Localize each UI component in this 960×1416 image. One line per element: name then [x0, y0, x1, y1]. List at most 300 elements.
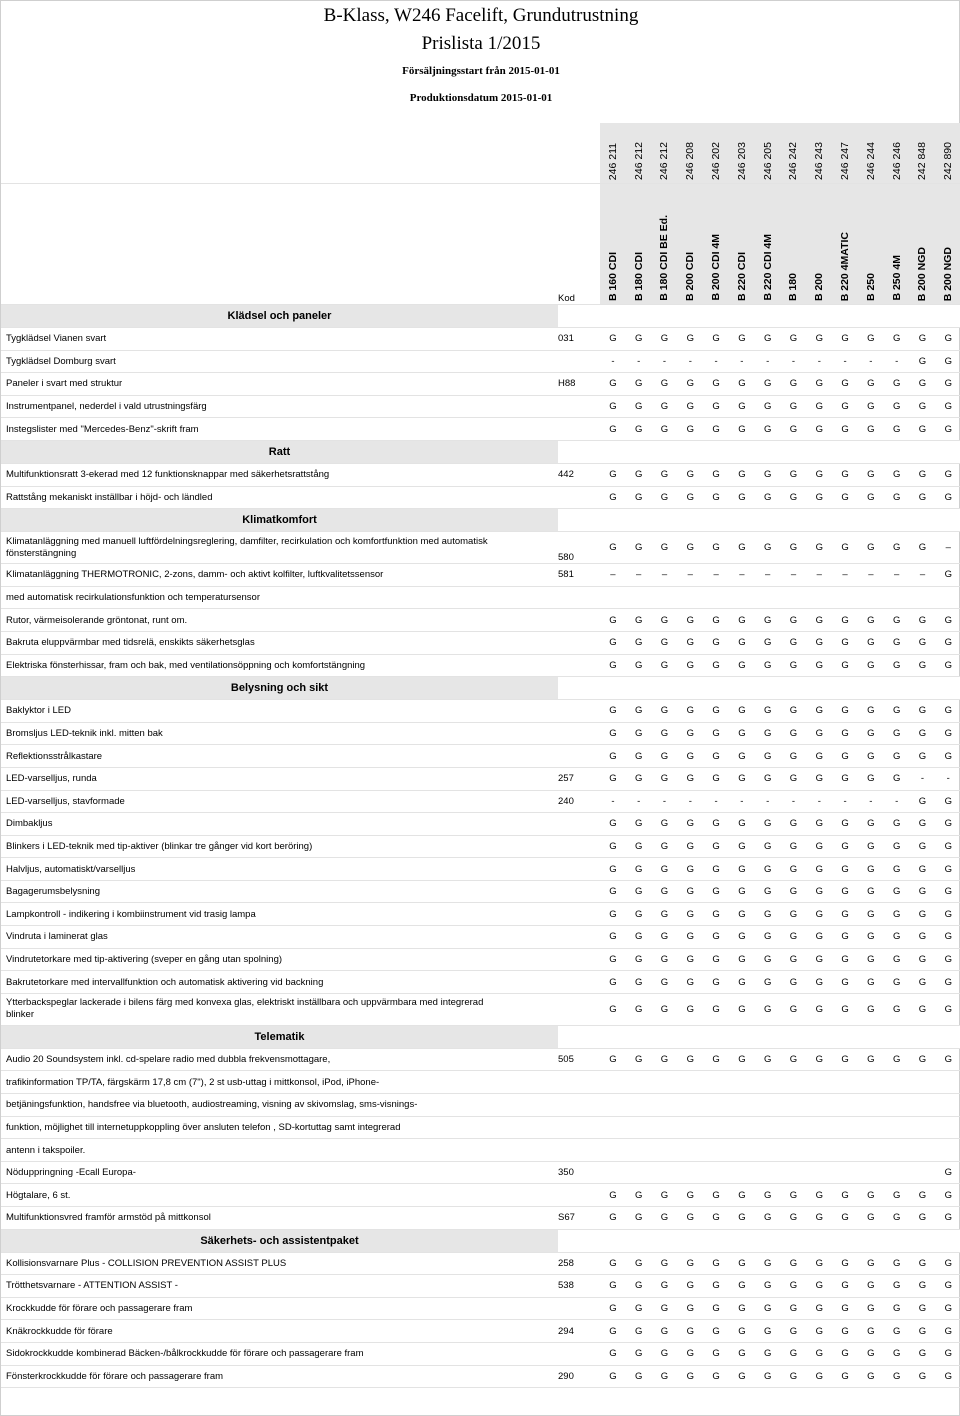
value-cell: G	[884, 835, 910, 858]
value-cell: –	[806, 564, 832, 587]
value-cell: G	[884, 767, 910, 790]
value-cell: G	[832, 1320, 858, 1343]
table-row	[1, 700, 960, 723]
row-kod	[558, 745, 600, 768]
model-name-cell	[677, 184, 703, 305]
value-cell: G	[935, 1342, 960, 1365]
value-cell: G	[935, 948, 960, 971]
section-model-blank	[910, 305, 936, 328]
value-cell: G	[729, 813, 755, 836]
value-cell: G	[806, 858, 832, 881]
value-cell: G	[935, 858, 960, 881]
value-cell: G	[729, 767, 755, 790]
value-cell: G	[781, 813, 807, 836]
value-cell: G	[910, 993, 936, 1025]
row-description: trafikinformation TP/TA, färgskärm 17,8 cm (7"), 2 st usb-uttag i mittkonsol, iPod, iPhone-	[1, 1071, 558, 1094]
row-kod	[558, 858, 600, 881]
value-cell: G	[703, 993, 729, 1025]
value-cell: G	[806, 1297, 832, 1320]
value-cell: G	[677, 373, 703, 396]
value-cell: G	[652, 948, 678, 971]
section-kod-blank	[558, 305, 600, 328]
value-cell: G	[910, 858, 936, 881]
value-cell: G	[858, 631, 884, 654]
value-cell	[703, 1071, 729, 1094]
value-cell: G	[755, 1365, 781, 1388]
table-row	[1, 532, 960, 564]
model-name: B 250 4M	[890, 255, 903, 301]
model-name: B 200 CDI	[684, 251, 697, 301]
value-cell	[858, 1094, 884, 1117]
row-kod	[558, 1297, 600, 1320]
value-cell: G	[806, 903, 832, 926]
value-cell: G	[858, 654, 884, 677]
value-cell	[729, 1161, 755, 1184]
value-cell: G	[652, 1184, 678, 1207]
value-cell: G	[806, 1320, 832, 1343]
section-model-blank	[935, 1229, 960, 1252]
table-row	[1, 1297, 960, 1320]
value-cell: –	[600, 564, 626, 587]
value-cell: G	[832, 1048, 858, 1071]
value-cell: G	[935, 813, 960, 836]
value-cell: G	[703, 1297, 729, 1320]
value-cell: G	[858, 1048, 884, 1071]
row-description: Trötthetsvarnare - ATTENTION ASSIST -	[1, 1275, 558, 1298]
value-cell: G	[677, 1320, 703, 1343]
value-cell: G	[703, 373, 729, 396]
section-kod-blank	[558, 1025, 600, 1048]
value-cell: G	[884, 1320, 910, 1343]
value-cell	[755, 1116, 781, 1139]
section-model-blank	[677, 440, 703, 463]
section-model-blank	[652, 677, 678, 700]
section-model-blank	[806, 1229, 832, 1252]
value-cell	[935, 1116, 960, 1139]
value-cell: G	[832, 1252, 858, 1275]
value-cell: G	[935, 971, 960, 994]
value-cell: G	[729, 1252, 755, 1275]
section-model-blank	[600, 1229, 626, 1252]
value-cell: G	[755, 835, 781, 858]
section-model-blank	[703, 509, 729, 532]
section-model-blank	[652, 1229, 678, 1252]
value-cell: G	[626, 1207, 652, 1230]
table-row	[1, 1048, 960, 1071]
value-cell: G	[884, 1252, 910, 1275]
row-description: Audio 20 Soundsystem inkl. cd-spelare radio med dubbla frekvensmottagare,	[1, 1048, 558, 1071]
value-cell: G	[858, 835, 884, 858]
section-model-blank	[755, 1229, 781, 1252]
value-cell: G	[652, 722, 678, 745]
model-name-cell	[806, 184, 832, 305]
value-cell	[884, 1071, 910, 1094]
value-cell: G	[626, 722, 652, 745]
section-model-blank	[832, 509, 858, 532]
section-model-blank	[884, 509, 910, 532]
section-model-blank	[806, 440, 832, 463]
value-cell: G	[781, 1252, 807, 1275]
section-model-blank	[858, 440, 884, 463]
value-cell: G	[858, 1252, 884, 1275]
value-cell: G	[858, 722, 884, 745]
value-cell	[677, 1139, 703, 1162]
value-cell: G	[652, 395, 678, 418]
value-cell: G	[884, 654, 910, 677]
row-description-line: fönsterstängning	[6, 547, 77, 559]
model-name-cell	[755, 184, 781, 305]
value-cell: G	[652, 1275, 678, 1298]
section-model-blank	[781, 440, 807, 463]
value-cell: G	[729, 373, 755, 396]
value-cell	[755, 1094, 781, 1117]
table-row	[1, 463, 960, 486]
value-cell: -	[677, 790, 703, 813]
value-cell: G	[884, 926, 910, 949]
value-cell: G	[755, 418, 781, 441]
value-cell: G	[806, 418, 832, 441]
value-cell	[677, 1071, 703, 1094]
value-cell: G	[781, 1048, 807, 1071]
model-name-cell	[703, 184, 729, 305]
section-row	[1, 677, 960, 700]
value-cell: G	[858, 463, 884, 486]
table-row	[1, 1139, 960, 1162]
value-cell: G	[935, 1184, 960, 1207]
value-cell: G	[626, 1048, 652, 1071]
value-cell: G	[832, 486, 858, 509]
value-cell: G	[600, 767, 626, 790]
value-cell: G	[884, 395, 910, 418]
value-cell: G	[652, 903, 678, 926]
section-row	[1, 305, 960, 328]
section-row	[1, 509, 960, 532]
value-cell: G	[910, 1342, 936, 1365]
value-cell: G	[626, 1320, 652, 1343]
value-cell: G	[935, 463, 960, 486]
value-cell: –	[677, 564, 703, 587]
value-cell: G	[858, 373, 884, 396]
value-cell: G	[884, 1365, 910, 1388]
value-cell	[910, 1094, 936, 1117]
section-model-blank	[858, 1025, 884, 1048]
table-row	[1, 745, 960, 768]
value-cell: G	[703, 1184, 729, 1207]
value-cell: G	[677, 631, 703, 654]
row-description: antenn i takspoiler.	[1, 1139, 558, 1162]
model-name: B 180 CDI BE Ed.	[658, 215, 671, 301]
section-model-blank	[858, 677, 884, 700]
model-name: B 200 NGD	[916, 246, 929, 301]
value-cell: -	[832, 350, 858, 373]
row-description: Sidokrockkudde kombinerad Bäcken-/bålkrockkudde för förare och passagerare fram	[1, 1342, 558, 1365]
value-cell: G	[755, 328, 781, 351]
value-cell: G	[626, 1342, 652, 1365]
value-cell: G	[600, 926, 626, 949]
section-model-blank	[652, 509, 678, 532]
value-cell: G	[884, 418, 910, 441]
value-cell: -	[703, 350, 729, 373]
model-name: B 180	[787, 272, 800, 301]
value-cell: G	[626, 328, 652, 351]
value-cell: -	[858, 790, 884, 813]
value-cell: G	[626, 609, 652, 632]
value-cell: G	[935, 903, 960, 926]
model-code-cell	[626, 123, 652, 184]
table-row	[1, 858, 960, 881]
value-cell: G	[755, 971, 781, 994]
value-cell: G	[755, 1320, 781, 1343]
value-cell: G	[910, 700, 936, 723]
table-row	[1, 1365, 960, 1388]
section-header: Telematik	[1, 1025, 558, 1048]
row-kod	[558, 722, 600, 745]
row-description: Bagagerumsbelysning	[1, 880, 558, 903]
value-cell: G	[677, 1275, 703, 1298]
table-row	[1, 350, 960, 373]
value-cell	[858, 1139, 884, 1162]
value-cell	[626, 1139, 652, 1162]
model-code-cell	[781, 123, 807, 184]
value-cell: G	[832, 722, 858, 745]
value-cell: G	[781, 1365, 807, 1388]
value-cell: –	[832, 564, 858, 587]
value-cell	[858, 1161, 884, 1184]
model-name-cell	[884, 184, 910, 305]
value-cell	[832, 1139, 858, 1162]
value-cell: G	[832, 654, 858, 677]
row-kod: H88	[558, 373, 600, 396]
value-cell: –	[858, 564, 884, 587]
value-cell: G	[832, 1184, 858, 1207]
value-cell: G	[755, 1048, 781, 1071]
value-cell: G	[600, 631, 626, 654]
value-cell: G	[703, 767, 729, 790]
value-cell: G	[703, 971, 729, 994]
value-cell: G	[755, 395, 781, 418]
row-kod	[558, 631, 600, 654]
row-kod	[558, 350, 600, 373]
value-cell: G	[755, 532, 781, 564]
value-cell: G	[806, 835, 832, 858]
value-cell: G	[910, 1252, 936, 1275]
value-cell: G	[626, 880, 652, 903]
value-cell: G	[884, 700, 910, 723]
section-model-blank	[626, 1025, 652, 1048]
value-cell: G	[858, 328, 884, 351]
value-cell: G	[858, 880, 884, 903]
value-cell: G	[832, 609, 858, 632]
table-row	[1, 835, 960, 858]
value-cell	[626, 1161, 652, 1184]
model-code: 246 208	[684, 142, 697, 180]
value-cell: G	[677, 395, 703, 418]
section-model-blank	[600, 509, 626, 532]
table-row	[1, 373, 960, 396]
section-model-blank	[858, 1229, 884, 1252]
value-cell: G	[677, 1342, 703, 1365]
section-model-blank	[729, 1229, 755, 1252]
value-cell: G	[729, 835, 755, 858]
value-cell: G	[729, 948, 755, 971]
value-cell: G	[806, 631, 832, 654]
model-code-cell	[729, 123, 755, 184]
model-code-cell	[832, 123, 858, 184]
value-cell: G	[806, 532, 832, 564]
value-cell: G	[884, 813, 910, 836]
model-code-cell	[935, 123, 960, 184]
model-name-cell	[935, 184, 960, 305]
value-cell: G	[626, 745, 652, 768]
value-cell: G	[626, 926, 652, 949]
value-cell: G	[677, 903, 703, 926]
value-cell: G	[884, 1184, 910, 1207]
value-cell: G	[858, 926, 884, 949]
value-cell: G	[935, 926, 960, 949]
value-cell: G	[858, 532, 884, 564]
model-name-cell	[858, 184, 884, 305]
value-cell: G	[652, 631, 678, 654]
equipment-table	[1, 123, 960, 1388]
value-cell: G	[806, 971, 832, 994]
value-cell	[703, 1116, 729, 1139]
section-model-blank	[832, 677, 858, 700]
value-cell: G	[832, 373, 858, 396]
value-cell	[806, 1094, 832, 1117]
section-model-blank	[703, 677, 729, 700]
value-cell: G	[884, 1048, 910, 1071]
model-code-cell	[910, 123, 936, 184]
value-cell: G	[652, 1365, 678, 1388]
section-model-blank	[600, 677, 626, 700]
value-cell: G	[755, 880, 781, 903]
value-cell: G	[910, 1275, 936, 1298]
value-cell: G	[626, 993, 652, 1025]
value-cell: G	[677, 971, 703, 994]
production-date: Produktionsdatum 2015-01-01	[409, 92, 553, 104]
value-cell: G	[755, 1184, 781, 1207]
value-cell: G	[832, 903, 858, 926]
value-cell: G	[729, 1320, 755, 1343]
value-cell: G	[600, 463, 626, 486]
value-cell	[910, 1139, 936, 1162]
value-cell: G	[884, 948, 910, 971]
value-cell: G	[832, 745, 858, 768]
value-cell: G	[703, 1365, 729, 1388]
section-model-blank	[703, 305, 729, 328]
row-description: Instegslister med "Mercedes-Benz"-skrift fram	[1, 418, 558, 441]
value-cell	[677, 1116, 703, 1139]
section-header: Klädsel och paneler	[1, 305, 558, 328]
value-cell: G	[806, 722, 832, 745]
value-cell: G	[626, 463, 652, 486]
value-cell	[858, 586, 884, 609]
value-cell	[652, 1094, 678, 1117]
row-kod	[558, 486, 600, 509]
model-code-cell	[806, 123, 832, 184]
table-row	[1, 1116, 960, 1139]
value-cell: G	[858, 993, 884, 1025]
section-model-blank	[832, 440, 858, 463]
value-cell: G	[626, 486, 652, 509]
section-model-blank	[626, 305, 652, 328]
row-kod	[558, 700, 600, 723]
value-cell: G	[600, 858, 626, 881]
value-cell: G	[729, 1297, 755, 1320]
value-cell: G	[703, 532, 729, 564]
section-kod-blank	[558, 509, 600, 532]
section-header: Ratt	[1, 440, 558, 463]
table-row	[1, 1252, 960, 1275]
value-cell: -	[832, 790, 858, 813]
value-cell: G	[755, 373, 781, 396]
value-cell: G	[703, 722, 729, 745]
table-row	[1, 1207, 960, 1230]
value-cell: G	[703, 745, 729, 768]
value-cell: –	[781, 564, 807, 587]
value-cell: G	[910, 395, 936, 418]
value-cell: G	[806, 395, 832, 418]
value-cell: G	[781, 609, 807, 632]
value-cell: G	[626, 971, 652, 994]
value-cell: G	[858, 948, 884, 971]
value-cell: G	[600, 418, 626, 441]
row-description: Bakruta eluppvärmbar med tidsrelä, enskikts säkerhetsglas	[1, 631, 558, 654]
value-cell: G	[626, 948, 652, 971]
value-cell: G	[806, 745, 832, 768]
row-description: Tygklädsel Domburg svart	[1, 350, 558, 373]
value-cell: G	[755, 486, 781, 509]
table-row	[1, 564, 960, 587]
section-model-blank	[935, 677, 960, 700]
table-row	[1, 395, 960, 418]
value-cell: G	[858, 767, 884, 790]
value-cell: G	[677, 1365, 703, 1388]
value-cell: G	[781, 631, 807, 654]
section-model-blank	[652, 440, 678, 463]
value-cell: G	[832, 971, 858, 994]
table-row	[1, 1320, 960, 1343]
value-cell: G	[677, 463, 703, 486]
value-cell	[910, 1071, 936, 1094]
row-kod	[558, 586, 600, 609]
value-cell: G	[626, 858, 652, 881]
section-model-blank	[677, 1025, 703, 1048]
table-row	[1, 1094, 960, 1117]
value-cell	[600, 1094, 626, 1117]
value-cell: G	[600, 722, 626, 745]
value-cell: G	[600, 373, 626, 396]
value-cell: G	[729, 631, 755, 654]
row-description: Lampkontroll - indikering i kombiinstrument vid trasig lampa	[1, 903, 558, 926]
value-cell: G	[884, 1297, 910, 1320]
model-code-cell	[600, 123, 626, 184]
section-model-blank	[806, 677, 832, 700]
row-description: Nöduppringning -Ecall Europa-	[1, 1161, 558, 1184]
value-cell: G	[806, 654, 832, 677]
value-cell: G	[677, 722, 703, 745]
value-cell	[858, 1116, 884, 1139]
value-cell: G	[677, 993, 703, 1025]
value-cell: G	[858, 486, 884, 509]
value-cell: G	[755, 463, 781, 486]
value-cell	[677, 1161, 703, 1184]
value-cell: -	[858, 350, 884, 373]
value-cell: G	[600, 835, 626, 858]
value-cell	[626, 586, 652, 609]
value-cell: G	[600, 532, 626, 564]
value-cell	[600, 586, 626, 609]
